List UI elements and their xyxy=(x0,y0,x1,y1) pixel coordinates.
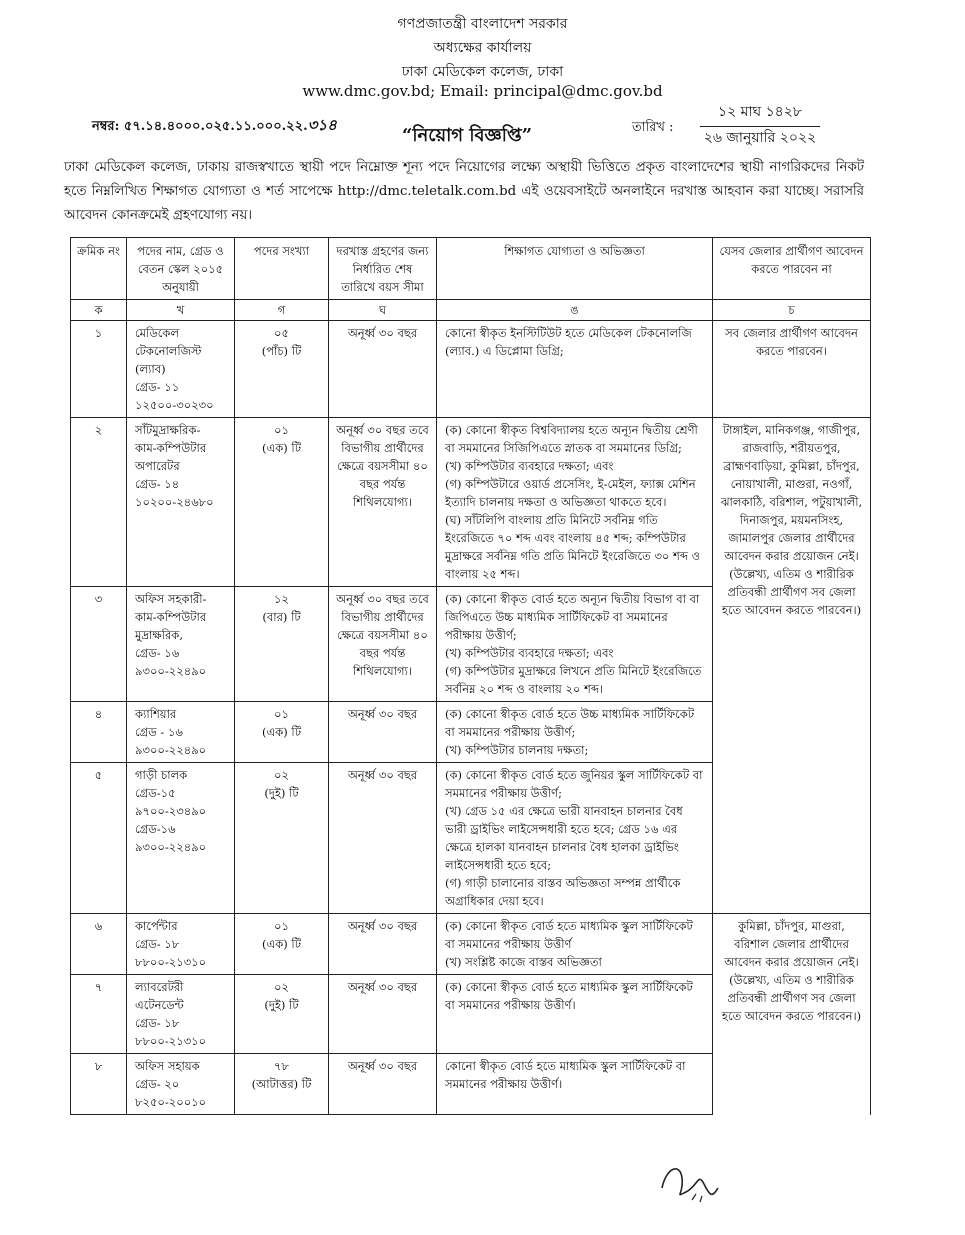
count-number: ০৫ xyxy=(274,326,289,340)
age-cell: অনূর্ধ্ব ৩০ বছর তবে বিভাগীয় প্রার্থীদের ক্ষেত্রে বয়সসীমা ৪০ বছর পর্যন্ত শিথিলযোগ্য। xyxy=(329,418,437,587)
qualification-line: (ক) কোনো স্বীকৃত বোর্ড হতে উচ্চ মাধ্যমিক সার্টিফিকেট বা সমমানের পরীক্ষায় উত্তীর্ণ; xyxy=(445,707,695,739)
qualification-line: কোনো স্বীকৃত ইনস্টিটিউট হতে মেডিকেল টেকনোলজি (ল্যাব.) এ ডিপ্লোমা ডিগ্রি; xyxy=(445,326,692,358)
post-line: ৮৮০০-২১৩১০ xyxy=(135,955,207,969)
date-english: ২৬ জানুয়ারি ২০২২ xyxy=(703,130,817,146)
serial-cell: ৪ xyxy=(71,702,127,763)
count-cell xyxy=(235,418,329,587)
table-header-row xyxy=(71,238,871,300)
header-district: যেসব জেলার প্রার্থীগণ আবেদন করতে পারবেন না xyxy=(713,238,871,300)
post-line: কাম-কম্পিউটার xyxy=(135,610,207,624)
count-number: ০১ xyxy=(274,919,289,933)
post-line: গ্রেড-১৫ xyxy=(135,786,176,800)
post-line: গ্রেড- ১১ xyxy=(135,380,180,394)
header-qualification: শিক্ষাগত যোগ্যতা ও অভিজ্ঞতা xyxy=(437,238,713,300)
count-number: ০২ xyxy=(274,980,289,994)
contact-line: www.dmc.gov.bd; Email: principal@dmc.gov.bd xyxy=(302,82,663,100)
col-letter: খ xyxy=(127,300,235,321)
count-number: ০১ xyxy=(274,423,289,437)
post-line: গ্রেড- ১৮ xyxy=(135,1016,180,1030)
govt-name: গণপ্রজাতন্ত্রী বাংলাদেশ সরকার xyxy=(397,16,568,32)
post-line: ১০২০০-২৪৬৮০ xyxy=(135,495,214,509)
count-number: ১২ xyxy=(274,592,289,606)
count-words: (এক) টি xyxy=(262,937,301,951)
qualification-line: কোনো স্বীকৃত বোর্ড হতে মাধ্যমিক স্কুল সার্টিফিকেট বা সমমানের পরীক্ষায় উত্তীর্ণ। xyxy=(445,1059,686,1091)
qualification-line: (ক) কোনো স্বীকৃত বিশ্ববিদ্যালয় হতে অন্যূন দ্বিতীয় শ্রেণী বা সমমানের সিজিপিএতে স্নাতক বা সমমানের ডিগ্রি; xyxy=(445,423,698,455)
office-name: অধ্যক্ষের কার্যালয় xyxy=(433,40,532,56)
post-line: (ল্যাব) xyxy=(135,362,166,376)
qualification-cell xyxy=(437,702,713,763)
district-cell: সব জেলার প্রার্থীগণ আবেদন করতে পারবেন। xyxy=(713,321,871,418)
count-number: ০১ xyxy=(274,707,289,721)
count-words: (আটাত্তর) টি xyxy=(251,1077,312,1091)
age-cell: অনূর্ধ্ব ৩০ বছর xyxy=(329,321,437,418)
post-line: ল্যাবরেটরী xyxy=(135,980,184,994)
post-line: ক্যাশিয়ার xyxy=(135,707,177,721)
count-cell xyxy=(235,763,329,914)
post-cell xyxy=(127,914,235,975)
qualification-line: (খ) কম্পিউটার ব্যবহারে দক্ষতা; এবং xyxy=(445,646,614,660)
post-line: মেডিকেল xyxy=(135,326,180,340)
post-line: গ্রেড- ১৬ xyxy=(135,646,180,660)
date-label: তারিখ : xyxy=(632,120,674,135)
count-cell xyxy=(235,914,329,975)
table-row xyxy=(71,914,871,975)
age-cell: অনূর্ধ্ব ৩০ বছর তবে বিভাগীয় প্রার্থীদের ক্ষেত্রে বয়সসীমা ৪০ বছর পর্যন্ত শিথিলযোগ্য। xyxy=(329,587,437,702)
count-cell xyxy=(235,587,329,702)
qualification-line: (ঘ) সাঁটলিপি বাংলায় প্রতি মিনিটে সর্বনিম্ন গতি ইংরেজিতে ৭০ শব্দ এবং বাংলায় ৪৫ শব্দ; কম্পিউটার মুদ্রাক্ষরে সর্বনিম্ন গতি প্রতি মিনিটে ইংরেজিতে ৩০ শব্দ ও বাংলায় ২৫ শব্দ। xyxy=(445,513,701,581)
memo-number-printed: নম্বর: ৫৭.১৪.৪০০০.০২৫.১১.০০০.২২. xyxy=(92,119,308,134)
post-line: কার্পেন্টার xyxy=(135,919,178,933)
post-line: অফিস সহকারী- xyxy=(135,592,207,606)
count-cell xyxy=(235,975,329,1054)
age-cell: অনূর্ধ্ব ৩০ বছর xyxy=(329,975,437,1054)
count-number: ৭৮ xyxy=(274,1059,289,1073)
post-cell xyxy=(127,702,235,763)
post-cell xyxy=(127,587,235,702)
serial-cell: ১ xyxy=(71,321,127,418)
post-line: গ্রেড-১৬ xyxy=(135,822,176,836)
post-line: ৯৩০০-২২৪৯০ xyxy=(135,664,207,678)
serial-cell: ৫ xyxy=(71,763,127,914)
post-cell xyxy=(127,1054,235,1115)
memo-number xyxy=(92,114,337,139)
qualification-line: (ক) কোনো স্বীকৃত বোর্ড হতে অন্যূন দ্বিতীয় বিভাগ বা বা জিপিএতে উচ্চ মাধ্যমিক সার্টিফিকেট বা সমমানের পরীক্ষায় উত্তীর্ণ; xyxy=(445,592,700,642)
post-line: গ্রেড- ১৪ xyxy=(135,477,180,491)
post-line: ১২৫০০-৩০২৩০ xyxy=(135,398,214,412)
header-post: পদের নাম, গ্রেড ও বেতন স্কেল ২০১৫ অনুযায়ী xyxy=(127,238,235,300)
serial-cell: ৭ xyxy=(71,975,127,1054)
post-line: কাম-কম্পিউটার xyxy=(135,441,207,455)
serial-cell: ৩ xyxy=(71,587,127,702)
table-row xyxy=(71,418,871,587)
count-cell xyxy=(235,702,329,763)
qualification-line: (ক) কোনো স্বীকৃত বোর্ড হতে জুনিয়র স্কুল সার্টিফিকেট বা সমমানের পরীক্ষায় উত্তীর্ণ; xyxy=(445,768,703,800)
count-words: (পাঁচ) টি xyxy=(261,344,302,358)
header-age: দরখাস্ত গ্রহণের জন্য নির্ধারিত শেষ তারিখে বয়স সীমা xyxy=(329,238,437,300)
count-cell xyxy=(235,321,329,418)
age-cell: অনূর্ধ্ব ৩০ বছর xyxy=(329,702,437,763)
col-letter: গ xyxy=(235,300,329,321)
col-letter: ঘ xyxy=(329,300,437,321)
count-words: (দুই) টি xyxy=(264,998,299,1012)
qualification-cell xyxy=(437,418,713,587)
intro-paragraph: ঢাকা মেডিকেল কলেজ, ঢাকায় রাজস্বখাতে স্থায়ী পদে নিম্নোক্ত শূন্য পদে নিয়োগের লক্ষ্যে অস্থায়ী ভিত্তিতে প্রকৃত বাংলাদেশের স্থায়ী নাগরিকদের নিকট হতে নিম্নলিখিত শিক্ষাগত যোগ্যতা ও শর্ত সাপেক্ষে http://dmc.teletalk.com.bd এই ওয়েবসাইটে অনলাইনে দরখাস্ত আহবান করা যাচ্ছে। সরাসরি আবেদন কোনক্রমেই গ্রহণযোগ্য নয়। xyxy=(64,160,864,223)
vacancy-table xyxy=(70,237,871,1115)
count-words: (দুই) টি xyxy=(264,786,299,800)
post-cell xyxy=(127,763,235,914)
qualification-line: (ক) কোনো স্বীকৃত বোর্ড হতে মাধ্যমিক স্কুল সার্টিফিকেট বা সমমানের পরীক্ষায় উত্তীর্ণ। xyxy=(445,980,693,1012)
serial-cell: ২ xyxy=(71,418,127,587)
college-name: ঢাকা মেডিকেল কলেজ, ঢাকা xyxy=(401,64,564,80)
district-cell: কুমিল্লা, চাঁদপুর, মাগুরা, বরিশাল জেলার প্রার্থীদের আবেদন করার প্রয়োজন নেই। (উল্লেখ্য, এতিম ও শারীরিক প্রতিবন্ধী প্রার্থীগণ সব জেলা হতে আবেদন করতে পারবেন।) xyxy=(713,914,871,1115)
qualification-line: (খ) সংশ্লিষ্ট কাজে বাস্তব অভিজ্ঞতা xyxy=(445,955,602,969)
post-line: গ্রেড - ১৬ xyxy=(135,725,183,739)
qualification-line: (খ) কম্পিউটার ব্যবহারে দক্ষতা; এবং xyxy=(445,459,614,473)
post-cell xyxy=(127,975,235,1054)
age-cell: অনূর্ধ্ব ৩০ বছর xyxy=(329,763,437,914)
qualification-cell xyxy=(437,321,713,418)
post-line: ৯৭০০-২৩৪৯০ xyxy=(135,804,207,818)
count-number: ০২ xyxy=(274,768,289,782)
post-line: সাঁটমুদ্রাক্ষরিক- xyxy=(135,423,201,437)
qualification-cell xyxy=(437,587,713,702)
signature-icon xyxy=(652,1148,732,1208)
date-bangla: ১২ মাঘ ১৪২৮ xyxy=(700,100,820,127)
column-letter-row xyxy=(71,300,871,321)
qualification-cell xyxy=(437,763,713,914)
post-line: এটেনডেন্ট xyxy=(135,998,184,1012)
post-line: ৯৩০০-২২৪৯০ xyxy=(135,840,207,854)
qualification-line: (গ) কম্পিউটার মুদ্রাক্ষরে লিখনে প্রতি মিনিটে ইংরেজিতে সর্বনিম্ন ২০ শব্দ ও বাংলায় ২০ শব্দ। xyxy=(445,664,702,696)
post-cell xyxy=(127,321,235,418)
memo-number-handwritten: ৩১৪ xyxy=(307,116,337,134)
age-cell: অনূর্ধ্ব ৩০ বছর xyxy=(329,914,437,975)
count-cell xyxy=(235,1054,329,1115)
post-line: গ্রেড- ২০ xyxy=(135,1077,180,1091)
post-cell xyxy=(127,418,235,587)
post-line: মুদ্রাক্ষরিক, xyxy=(135,628,183,642)
post-line: অপারেটর xyxy=(135,459,180,473)
header-count: পদের সংখ্যা xyxy=(235,238,329,300)
age-cell: অনূর্ধ্ব ৩০ বছর xyxy=(329,1054,437,1115)
count-words: (এক) টি xyxy=(262,725,301,739)
post-line: ৮৮০০-২১৩১০ xyxy=(135,1034,207,1048)
post-line: গাড়ী চালক xyxy=(135,768,188,782)
post-line: ৮২৫০-২০০১০ xyxy=(135,1095,207,1109)
serial-cell: ৬ xyxy=(71,914,127,975)
count-words: (বার) টি xyxy=(262,610,301,624)
district-cell: টাঙ্গাইল, মানিকগঞ্জ, গাজীপুর, রাজবাড়ি, শরীয়তপুর, ব্রাহ্মণবাড়িয়া, কুমিল্লা, চাঁদপুর, নোয়াখালী, মাগুরা, নওগাঁ, ঝালকাঠি, বরিশাল, পটুয়াখালী, দিনাজপুর, ময়মনসিংহ, জামালপুর জেলার প্রার্থীদের আবেদন করার প্রয়োজন নেই। (উল্লেখ্য, এতিম ও শারীরিক প্রতিবন্ধী প্রার্থীগণ সব জেলা হতে আবেদন করতে পারবেন।) xyxy=(713,418,871,914)
post-line: টেকনোলজিস্ট xyxy=(135,344,202,358)
qualification-cell xyxy=(437,1054,713,1115)
qualification-line: (গ) কম্পিউটারে ওয়ার্ড প্রসেসিং, ই-মেইল, ফ্যাক্স মেশিন ইত্যাদি চালনায় দক্ষতা ও অভিজ্ঞতা থাকতে হবে। xyxy=(445,477,696,509)
qualification-cell xyxy=(437,914,713,975)
qualification-line: (খ) কম্পিউটার চালনায় দক্ষতা; xyxy=(445,743,589,757)
count-words: (এক) টি xyxy=(262,441,301,455)
col-letter: চ xyxy=(713,300,871,321)
qualification-cell xyxy=(437,975,713,1054)
header-serial: ক্রমিক নং xyxy=(71,238,127,300)
serial-cell: ৮ xyxy=(71,1054,127,1115)
col-letter: ক xyxy=(71,300,127,321)
post-line: ৯৩০০-২২৪৯০ xyxy=(135,743,207,757)
col-letter: ঙ xyxy=(437,300,713,321)
notice-title: “নিয়োগ বিজ্ঞপ্তি” xyxy=(402,125,533,146)
qualification-line: (ক) কোনো স্বীকৃত বোর্ড হতে মাধ্যমিক স্কুল সার্টিফিকেট বা সমমানের পরীক্ষায় উত্তীর্ণ xyxy=(445,919,693,951)
post-line: অফিস সহায়ক xyxy=(135,1059,200,1073)
post-line: গ্রেড- ১৮ xyxy=(135,937,180,951)
qualification-line: (খ) গ্রেড ১৫ এর ক্ষেত্রে ভারী যানবাহন চালনার বৈধ ভারী ড্রাইভিং লাইসেন্সধারী হতে হবে; গ্রেড ১৬ এর ক্ষেত্রে হালকা যানবাহন চালনার বৈধ হালকা ড্রাইভিং লাইসেন্সধারী হতে হবে; xyxy=(445,804,683,872)
table-row xyxy=(71,321,871,418)
qualification-line: (গ) গাড়ী চালানোর বাস্তব অভিজ্ঞতা সম্পন্ন প্রার্থীকে অগ্রাধিকার দেয়া হবে। xyxy=(445,876,681,908)
